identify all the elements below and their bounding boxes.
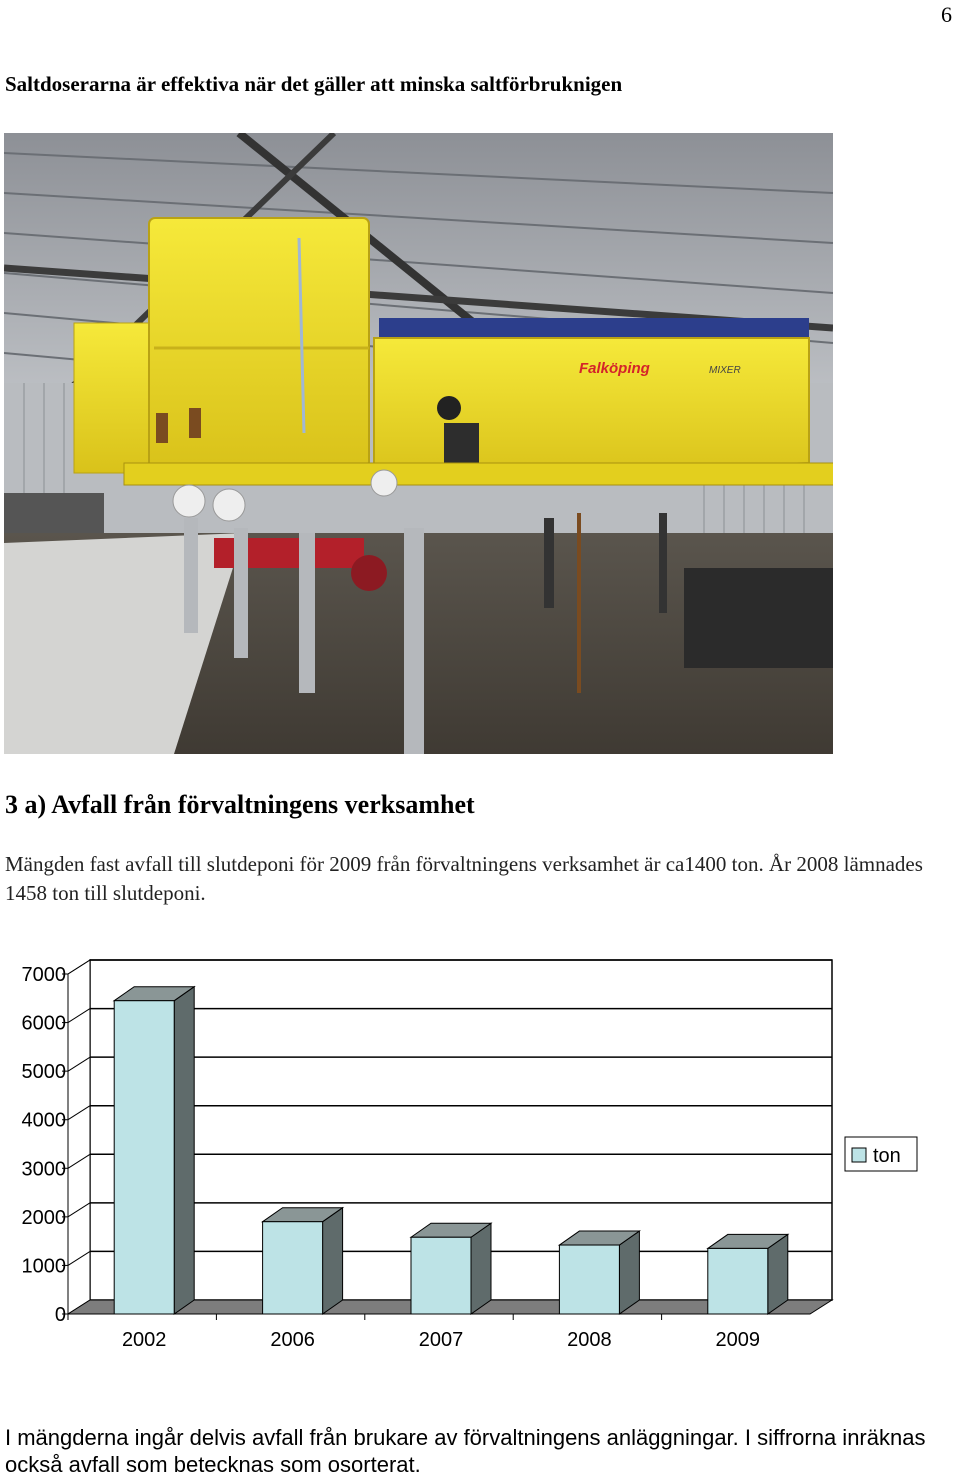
y-tick-label: 3000 <box>21 1158 66 1181</box>
y-tick-label: 7000 <box>21 964 66 986</box>
photo-caption-heading: Saltdoserarna är effektiva när det gäller att minska saltförbruknigen <box>5 72 623 96</box>
bar-2006 <box>263 1222 323 1314</box>
waste-bar-chart <box>0 945 960 1365</box>
bar-side <box>323 1208 343 1314</box>
bar-side <box>471 1223 491 1314</box>
y-tick-label: 2000 <box>21 1206 66 1229</box>
x-tick-label: 2002 <box>121 1329 167 1351</box>
y-tick-label: 6000 <box>21 1012 66 1035</box>
section-heading: 3 a) Avfall från förvaltningens verksamhet <box>5 790 475 819</box>
bar-2007 <box>411 1237 471 1314</box>
x-tick-label: 2008 <box>567 1329 612 1351</box>
page-number: 6 <box>941 2 952 27</box>
chart-legend <box>845 1137 917 1171</box>
legend-swatch <box>852 1148 866 1162</box>
x-tick-label: 2007 <box>418 1329 464 1351</box>
bar-2008 <box>559 1245 619 1314</box>
chart-x-labels <box>68 1314 760 1351</box>
intro-paragraph: Mängden fast avfall till slutdeponi för 2009 från förvaltningens verksamhet är ca1400 ton. År 2008 lämnades 1458 ton till slutdeponi. <box>5 852 923 905</box>
y-tick-label: 5000 <box>21 1061 66 1084</box>
y-tick-label: 0 <box>54 1304 66 1326</box>
salt-spreader-illustration <box>4 133 833 754</box>
legend-label: ton <box>873 1145 901 1167</box>
x-tick-label: 2006 <box>270 1329 315 1351</box>
bar-side <box>174 987 194 1314</box>
brand-text: Falköping <box>579 360 650 377</box>
y-tick-label: 1000 <box>21 1255 66 1278</box>
model-text: MIXER <box>709 365 741 376</box>
y-tick-label: 4000 <box>21 1109 66 1132</box>
x-tick-label: 2009 <box>715 1329 761 1351</box>
chart-side-wall <box>68 960 90 1314</box>
salt-spreader-photo <box>4 133 833 754</box>
chart-y-axis <box>22 964 69 1326</box>
bar-2002 <box>114 1001 174 1314</box>
bar-2009 <box>708 1248 768 1314</box>
footnote-paragraph: I mängderna ingår delvis avfall från brukare av förvaltningens anläggningar. I siffrorna inräknas också avfall som betecknas som osorterat. <box>5 1425 926 1477</box>
